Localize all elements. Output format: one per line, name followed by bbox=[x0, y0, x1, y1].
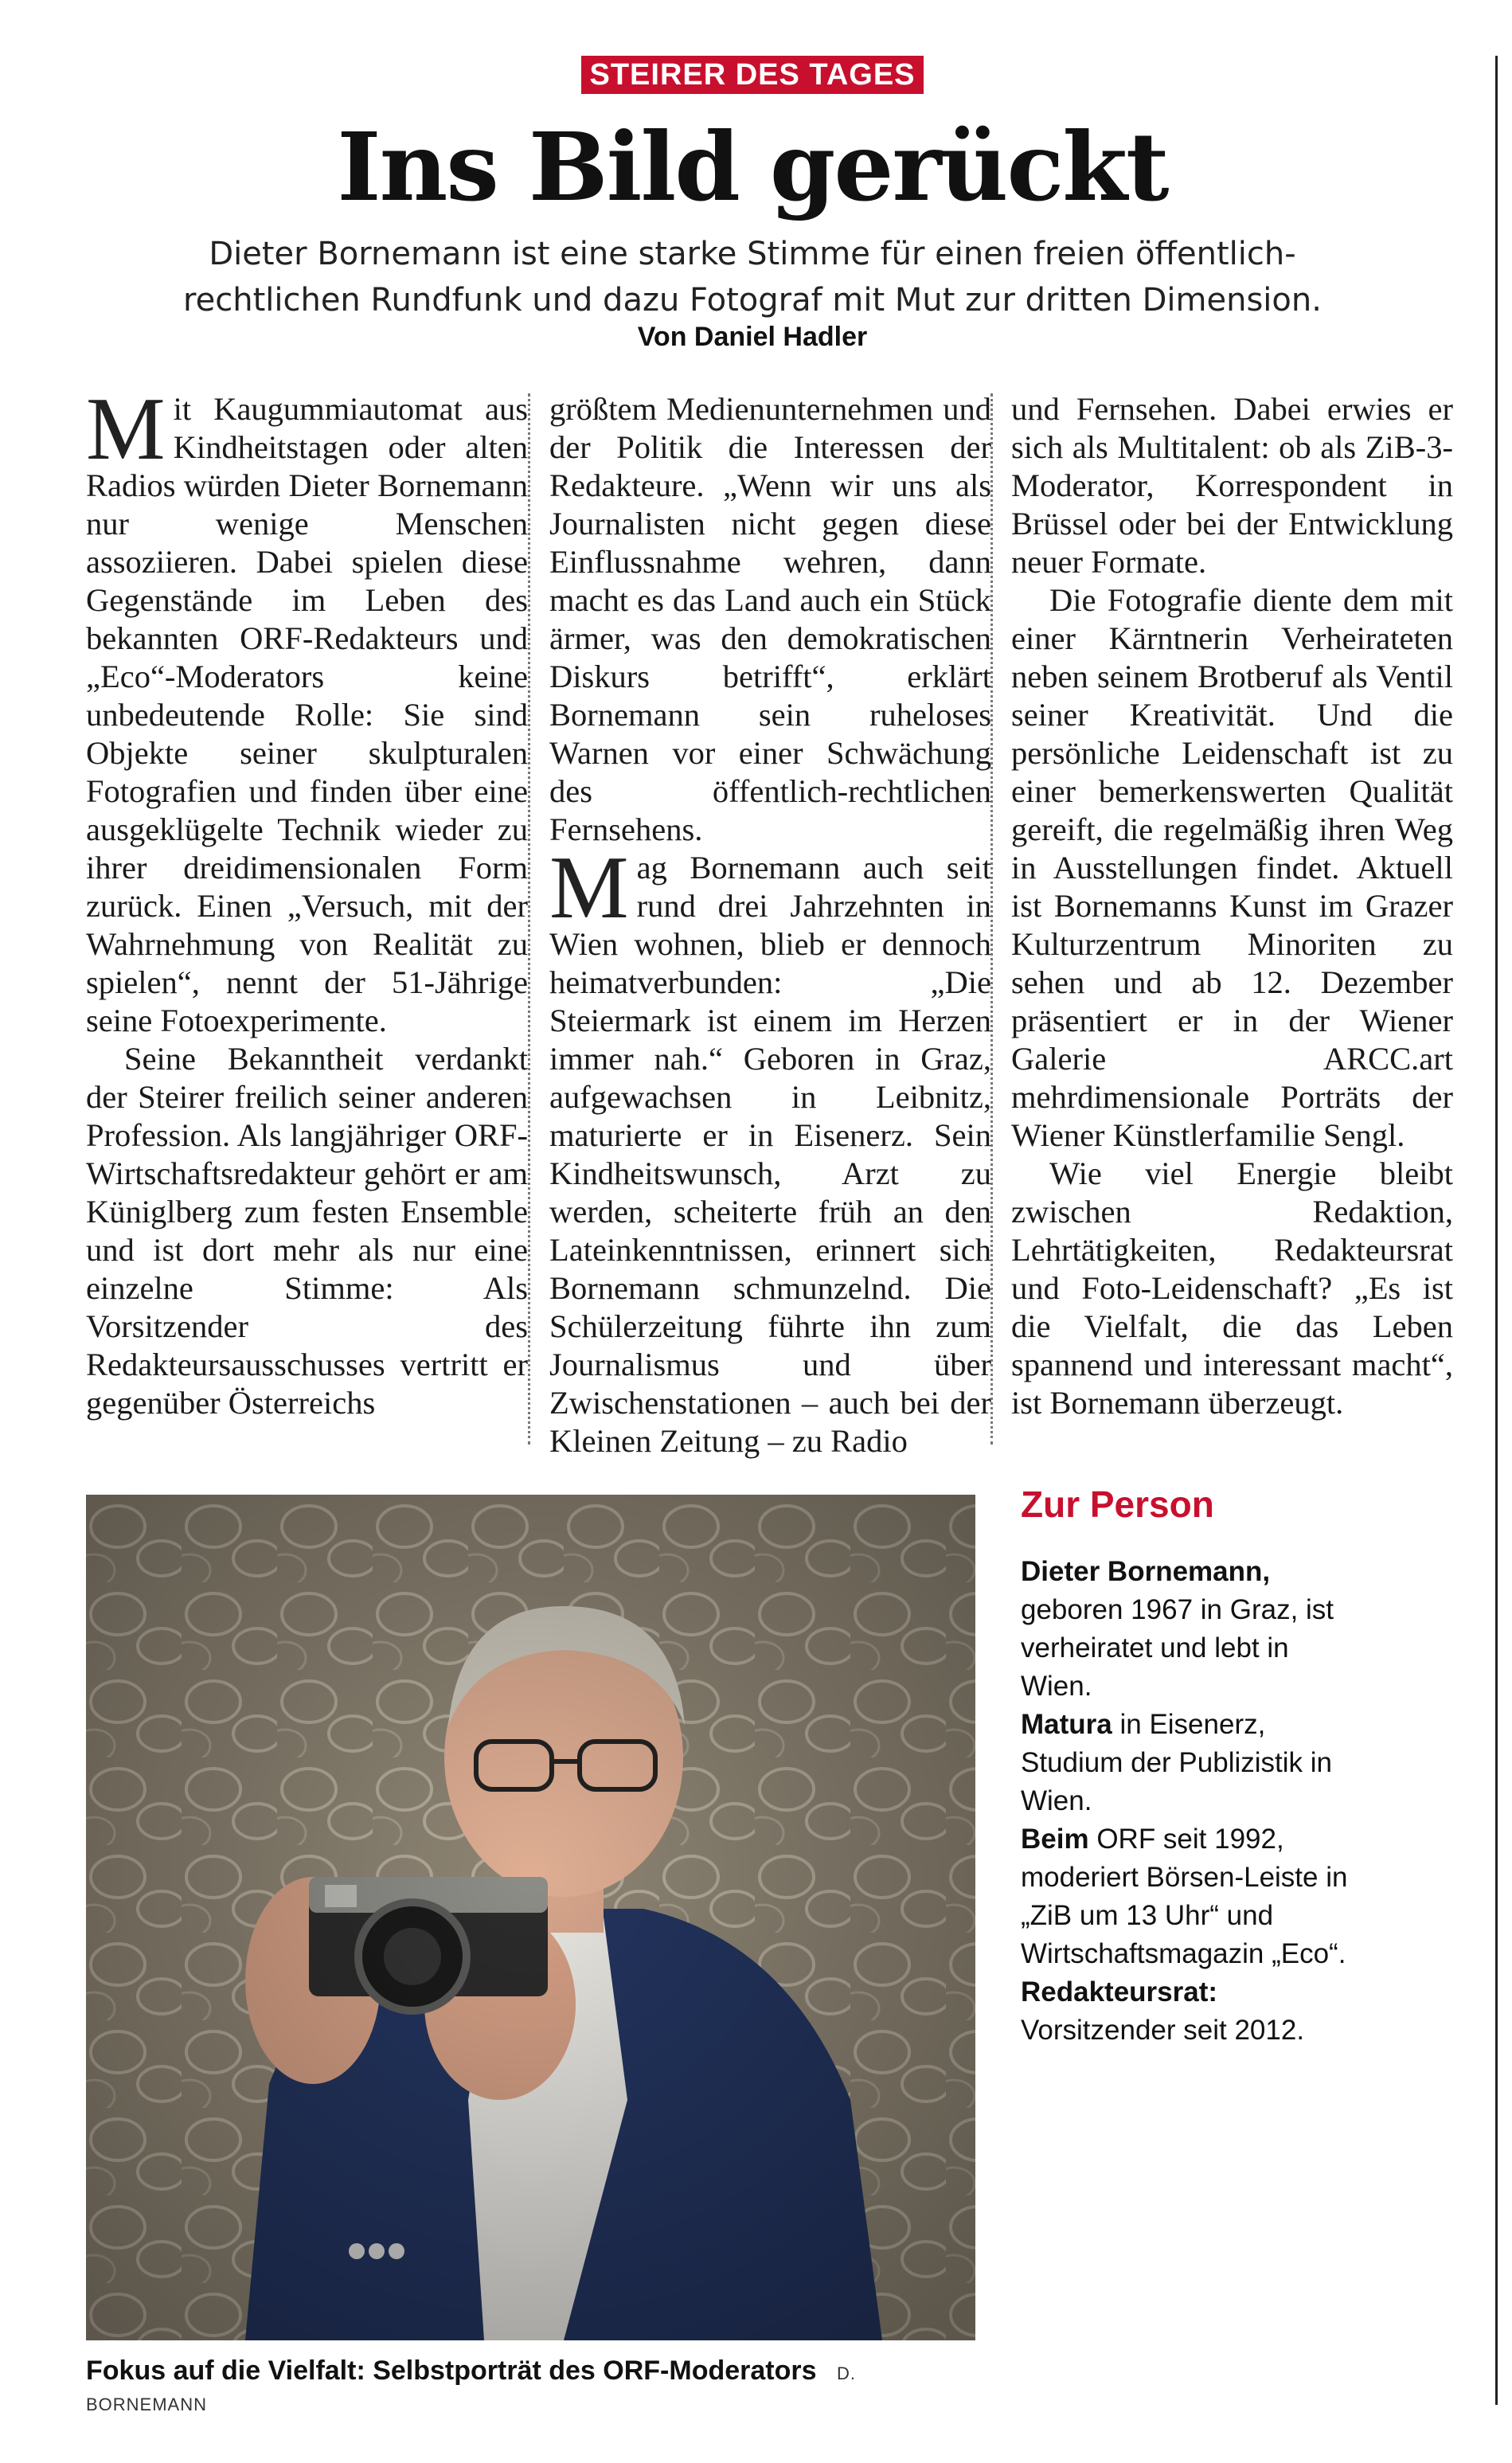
infobox-lead: Dieter Bornemann, bbox=[1021, 1556, 1271, 1587]
infobox-text: geboren 1967 in Graz, ist verheiratet und lebt in Wien. bbox=[1021, 1594, 1334, 1702]
paragraph bbox=[549, 839, 991, 1460]
portrait-photo-illustration bbox=[86, 1495, 975, 2340]
drop-cap: M bbox=[549, 839, 629, 937]
infobox-title: Zur Person bbox=[1021, 1484, 1214, 1525]
article-headline: Ins Bild gerückt bbox=[337, 111, 1168, 222]
text-column-1 bbox=[86, 380, 528, 1422]
kicker-wrap bbox=[0, 56, 1505, 94]
infobox-body bbox=[1021, 1553, 1355, 2050]
drop-cap: M bbox=[86, 380, 166, 479]
infobox-text: ORF seit 1992, moderiert Börsen-Leiste in „ZiB um 13 Uhr“ und Wirtschaftsmagazin „Eco“. bbox=[1021, 1824, 1348, 1969]
infobox-lead: Beim bbox=[1021, 1824, 1089, 1855]
paragraph: Wie viel Energie bleibt zwischen Redaktion, Lehrtätigkeiten, Redakteursrat und Foto-Leidenschaft? „Es ist die Vielfalt, die das Leben spannend und interessant macht“, ist Bornemann überzeugt. bbox=[1011, 1155, 1453, 1421]
right-margin-rule bbox=[1495, 56, 1498, 2405]
section-kicker: STEIRER DES TAGES bbox=[581, 56, 923, 94]
paragraph: Seine Bekanntheit verdankt der Steirer freilich seiner anderen Profession. Als langjähriger ORF-Wirtschaftsredakteur gehört er am Küniglberg zum festen Ensemble und ist dort mehr als nur eine einzelne Stimme: Als Vorsitzender des Redakteursausschusses vertritt er gegenüber Österreichs bbox=[86, 1041, 528, 1421]
article-subtitle: Dieter Bornemann ist eine starke Stimme für einen freien öffentlich-rechtlichen Rundfunk und dazu Fotograf mit Mut zur dritten Dimension. bbox=[183, 236, 1322, 319]
infobox-text: Vorsitzender seit 2012. bbox=[1021, 2015, 1305, 2046]
infobox-lead: Matura bbox=[1021, 1709, 1112, 1740]
column-divider bbox=[990, 393, 993, 1445]
infobox-lead: Redakteursrat: bbox=[1021, 1976, 1218, 2008]
paragraph-text: it Kaugummiautomat aus Kindheitstagen oder alten Radios würden Dieter Bornemann nur wenige Menschen assoziieren. Dabei spielen diese Gegenstände im Leben des bekannten ORF-Redakteurs und „Eco“-Moderators keine unbedeutende Rolle: Sie sind Objekte seiner skulpturalen Fotografien und finden über eine ausgeklügelte Technik wieder zu ihrer dreidimensionalen Form zurück. Einen „Versuch, mit der Wahrnehmung von Realität zu spielen“, nennt der 51-Jährige seine Fotoexperimente. bbox=[86, 391, 528, 1038]
paragraph: Die Fotografie diente dem mit einer Kärntnerin Verheirateten neben seinem Brotberuf als Ventil seiner Kreativität. Und die persönliche Leidenschaft ist zu einer bemerkenswerten Qualität gereift, die regelmäßig ihren Weg in Ausstellungen findet. Aktuell ist Bornemanns Kunst im Grazer Kulturzentrum Minoriten zu sehen und ab 12. Dezember präsentiert er in der Wiener Galerie ARCC.art mehrdimensionale Porträts der Wiener Künstlerfamilie Sengl. bbox=[1011, 582, 1453, 1153]
portrait-photo bbox=[86, 1495, 975, 2340]
column-divider bbox=[528, 393, 530, 1445]
article-byline: Von Daniel Hadler bbox=[637, 322, 868, 352]
caption-text: Fokus auf die Vielfalt: Selbstporträt des ORF-Moderators bbox=[86, 2355, 817, 2386]
text-column-3 bbox=[1011, 390, 1453, 1422]
paragraph: größtem Medienunternehmen und der Politik die Interessen der Redakteure. „Wenn wir uns als Journalisten nicht gegen diese Einflussnahme wehren, dann macht es das Land auch ein Stück ärmer, was den demokratischen Diskurs betrifft“, erklärt Bornemann sein ruheloses Warnen vor einer Schwächung des öffentlich-rechtlichen Fernsehens. bbox=[549, 391, 991, 847]
infobox-text: in Eisenerz, Studium der Publizistik in Wien. bbox=[1021, 1709, 1332, 1816]
paragraph: und Fernsehen. Dabei erwies er sich als Multitalent: ob als ZiB-3-Moderator, Korrespondent in Brüssel oder bei der Entwicklung neuer Formate. bbox=[1011, 391, 1453, 580]
photo-caption bbox=[86, 2355, 975, 2418]
paragraph-text: ag Bornemann auch seit rund drei Jahrzehnten in Wien wohnen, blieb er dennoch heimatverbunden: „Die Steiermark ist einem im Herzen immer nah.“ Geboren in Graz, aufgewachsen in Leibnitz, maturierte er in Eisenerz. Sein Kindheitswunsch, Arzt zu werden, scheiterte früh an den Lateinkenntnissen, erinnert sich Bornemann schmunzelnd. Die Schülerzeitung führte ihn zum Journalismus und über Zwischenstationen – auch bei der Kleinen Zeitung – zu Radio bbox=[549, 850, 991, 1459]
photo-credit: D. BORNEMANN bbox=[86, 2363, 856, 2414]
paragraph bbox=[86, 380, 528, 1040]
text-column-2 bbox=[549, 390, 991, 1460]
person-infobox bbox=[1021, 1483, 1355, 2050]
